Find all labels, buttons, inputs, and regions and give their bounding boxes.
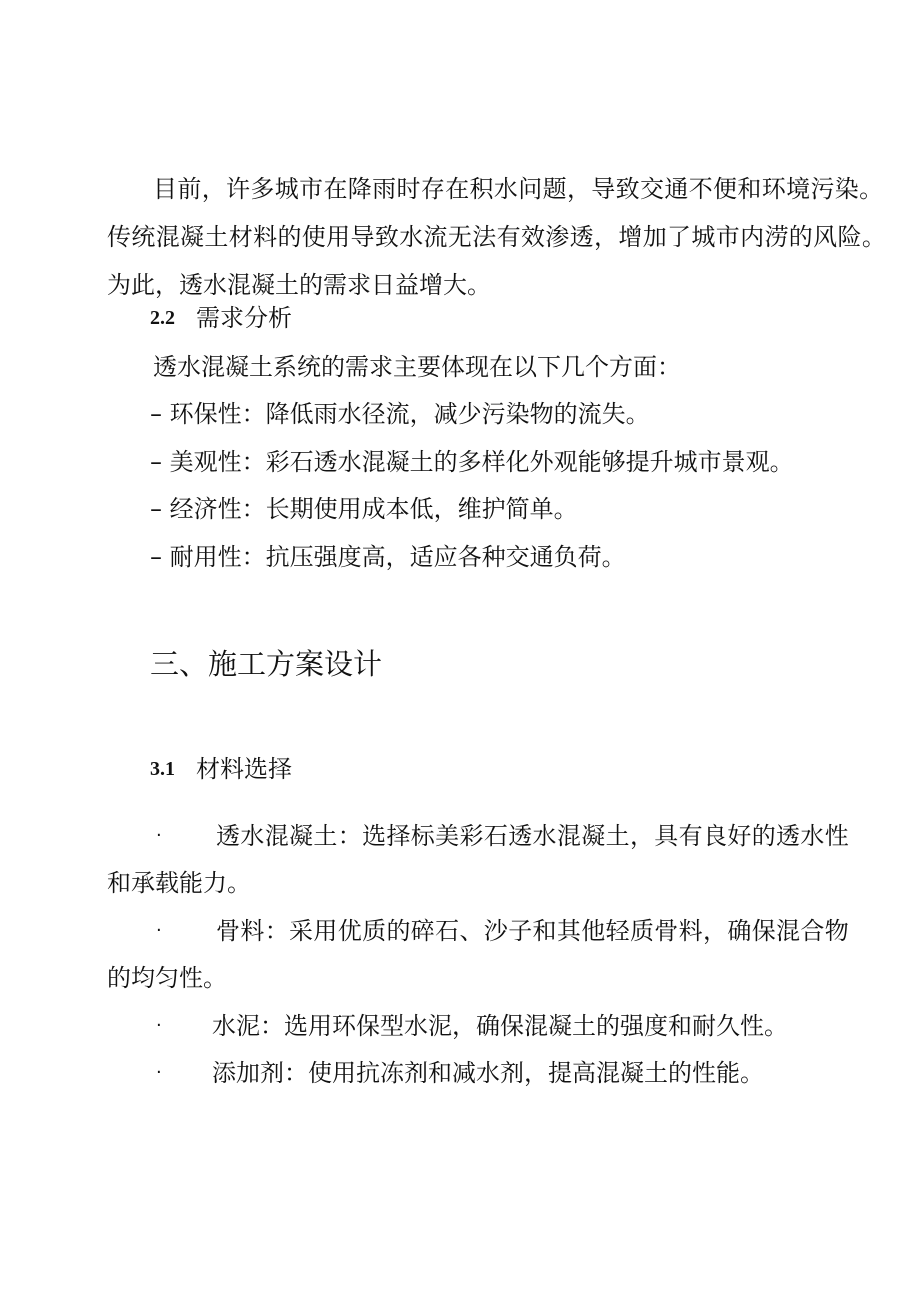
list-item: 水泥：选用环保型水泥，确保混凝土的强度和耐久性。 [212, 1012, 788, 1040]
bullet-icon: · [156, 1062, 162, 1083]
list-item: – 经济性：长期使用成本低，维护简单。 [150, 495, 578, 523]
list-item: 透水混凝土：选择标美彩石透水混凝土，具有良好的透水性 [216, 822, 850, 850]
section-3-1-number: 3.1 [150, 758, 175, 780]
list-item: 添加剂：使用抗冻剂和减水剂，提高混凝土的性能。 [212, 1059, 764, 1087]
intro-line-2: 传统混凝土材料的使用导致水流无法有效渗透，增加了城市内涝的风险。 [107, 223, 887, 251]
intro-line-3: 为此，透水混凝土的需求日益增大。 [107, 271, 491, 299]
section-2-2-title: 需求分析 [196, 304, 292, 332]
bullet-icon: · [156, 825, 162, 846]
bullet-icon: · [156, 920, 162, 941]
intro-line-1: 目前，许多城市在降雨时存在积水问题，导致交通不便和环境污染。 [153, 175, 884, 203]
chapter-3-title: 三、施工方案设计 [150, 647, 383, 681]
list-item: 骨料：采用优质的碎石、沙子和其他轻质骨料，确保混合物 [216, 917, 850, 945]
section-2-2-number: 2.2 [150, 307, 175, 329]
bullet-icon: · [156, 1015, 162, 1036]
list-item: – 环保性：降低雨水径流，减少污染物的流失。 [150, 400, 650, 428]
section-3-1-title: 材料选择 [196, 755, 292, 783]
list-item-continuation: 的均匀性。 [107, 964, 227, 992]
section-2-2-lead: 透水混凝土系统的需求主要体现在以下几个方面： [153, 353, 681, 381]
list-item: – 耐用性：抗压强度高，适应各种交通负荷。 [150, 543, 626, 571]
list-item-continuation: 和承载能力。 [107, 869, 251, 897]
list-item: – 美观性：彩石透水混凝土的多样化外观能够提升城市景观。 [150, 448, 794, 476]
